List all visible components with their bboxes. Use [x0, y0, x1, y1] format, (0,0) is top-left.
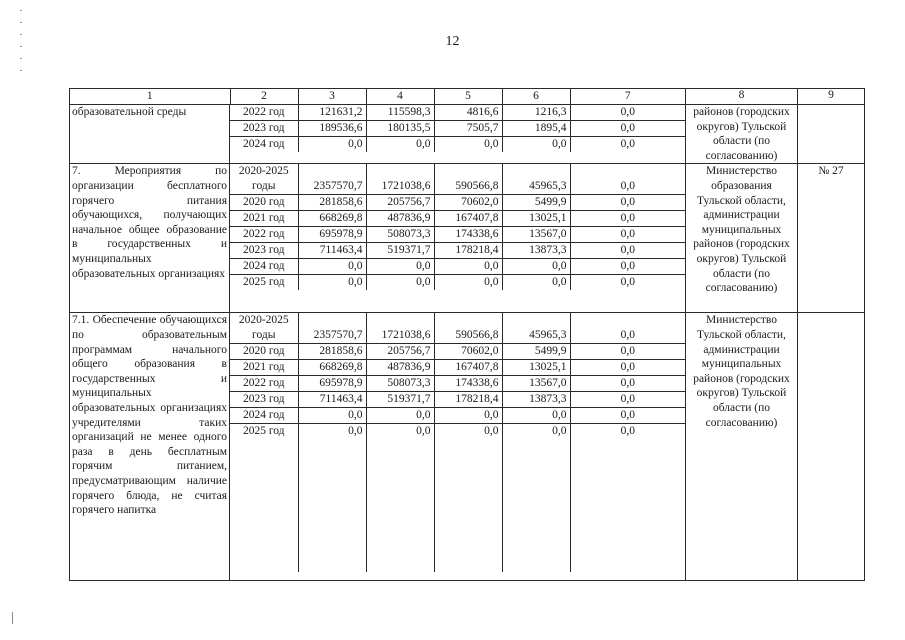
value-total: 668269,8 — [298, 360, 366, 376]
header-cell: 3 — [298, 89, 366, 104]
year-label: 2024 год — [230, 259, 298, 275]
value-regional: 7505,7 — [434, 121, 502, 137]
year-label: 2021 год — [230, 360, 298, 376]
value-other: 0,0 — [570, 105, 685, 121]
year-row — [230, 227, 685, 243]
year-row — [230, 105, 685, 121]
value-local: 0,0 — [502, 137, 570, 153]
year-label: 2023 год — [230, 392, 298, 408]
value-federal: 487836,9 — [366, 360, 434, 376]
value-other: 0,0 — [570, 227, 685, 243]
year-row — [230, 137, 685, 153]
value-other: 0,0 — [570, 344, 685, 360]
header-cell: 1 — [146, 90, 153, 102]
value-federal: 180135,5 — [366, 121, 434, 137]
page-number: 12 — [445, 34, 460, 49]
value-local: 1216,3 — [502, 105, 570, 121]
value-regional: 174338,6 — [434, 376, 502, 392]
value-total: 189536,6 — [298, 121, 366, 137]
value-total: 2357570,7 — [298, 313, 366, 344]
value-total: 711463,4 — [298, 392, 366, 408]
executor-cell: Министерство Тульской области, администрации муниципальных районов (городских округов) Тульской области (по согласованию) — [686, 313, 798, 581]
year-row — [230, 275, 685, 291]
value-total: 281858,6 — [298, 195, 366, 211]
indicator-cell — [798, 105, 865, 164]
year-row — [230, 313, 685, 344]
year-row — [230, 376, 685, 392]
value-local: 13025,1 — [502, 360, 570, 376]
value-regional: 4816,6 — [434, 105, 502, 121]
table-row — [70, 313, 865, 581]
value-other: 0,0 — [570, 408, 685, 424]
value-other: 0,0 — [570, 275, 685, 291]
value-total: 695978,9 — [298, 227, 366, 243]
value-federal: 0,0 — [366, 137, 434, 153]
value-local: 5499,9 — [502, 344, 570, 360]
year-row — [230, 121, 685, 137]
value-total: 668269,8 — [298, 211, 366, 227]
value-federal: 487836,9 — [366, 211, 434, 227]
year-row — [230, 424, 685, 572]
year-label: 2022 год — [242, 106, 285, 118]
value-total: 0,0 — [298, 275, 366, 291]
measure-description: образовательной среды — [70, 105, 230, 164]
value-federal: 0,0 — [366, 408, 434, 424]
value-other: 0,0 — [570, 211, 685, 227]
value-local: 13567,0 — [502, 376, 570, 392]
measure-description: 7. Мероприятия по организации бесплатного горячего питания обучающихся, получающих начальное общее образование в государственных и муниципальных образовательных организациях — [70, 164, 230, 313]
header-cell: 5 — [434, 89, 502, 104]
year-row — [230, 211, 685, 227]
value-other: 0,0 — [570, 313, 685, 344]
year-label: 2024 год — [230, 137, 298, 153]
header-cell: 6 — [502, 89, 570, 104]
budget-table — [69, 88, 865, 581]
executor-cell: районов (городских округов) Тульской области (по согласованию) — [686, 105, 798, 164]
value-local: 0,0 — [502, 408, 570, 424]
value-regional: 70602,0 — [434, 195, 502, 211]
value-other: 0,0 — [570, 392, 685, 408]
value-other: 0,0 — [570, 376, 685, 392]
value-total: 2357570,7 — [298, 164, 366, 195]
measure-description: 7.1. Обеспечение обучающихся по образовательным программам начального общего образования в государственных и муниципальных образовательных организациях учредителями таких организаций не менее одного раза в день бесплатным горячим питанием, предусматривающим наличие горячего блюда, не считая горячего напитка — [70, 313, 230, 581]
value-federal: 115598,3 — [366, 105, 434, 121]
value-other: 0,0 — [570, 259, 685, 275]
year-values — [230, 105, 686, 164]
header-cell: 7 — [570, 89, 685, 104]
header-row — [70, 89, 865, 105]
value-total: 0,0 — [298, 408, 366, 424]
value-regional: 167407,8 — [434, 360, 502, 376]
value-federal: 519371,7 — [366, 243, 434, 259]
value-total: 281858,6 — [298, 344, 366, 360]
scan-margin-tick — [12, 612, 13, 624]
value-local: 13873,3 — [502, 243, 570, 259]
value-total: 121631,2 — [298, 105, 366, 121]
value-total: 0,0 — [298, 259, 366, 275]
value-federal: 0,0 — [366, 259, 434, 275]
header-cell: 4 — [366, 89, 434, 104]
indicator-cell — [798, 313, 865, 581]
value-other: 0,0 — [570, 360, 685, 376]
year-label: 2020 год — [230, 344, 298, 360]
value-local: 0,0 — [502, 275, 570, 291]
value-other: 0,0 — [570, 243, 685, 259]
year-row — [230, 164, 685, 195]
executor-cell: Министерство образования Тульской области, администрации муниципальных районов (городских округов) Тульской области (по согласованию) — [686, 164, 798, 313]
value-local: 45965,3 — [502, 164, 570, 195]
value-regional: 0,0 — [434, 137, 502, 153]
value-other: 0,0 — [570, 424, 685, 572]
year-label: 2025 год — [230, 275, 298, 291]
indicator-cell: № 27 — [798, 164, 865, 313]
value-federal: 0,0 — [366, 275, 434, 291]
table-row — [70, 164, 865, 313]
value-federal: 205756,7 — [366, 344, 434, 360]
value-regional: 0,0 — [434, 408, 502, 424]
year-values — [230, 164, 686, 313]
value-other: 0,0 — [570, 121, 685, 137]
year-label: 2022 год — [230, 376, 298, 392]
year-label: 2022 год — [230, 227, 298, 243]
year-row — [230, 408, 685, 424]
value-federal: 205756,7 — [366, 195, 434, 211]
value-other: 0,0 — [570, 137, 685, 153]
value-total: 695978,9 — [298, 376, 366, 392]
year-row — [230, 195, 685, 211]
value-regional: 590566,8 — [434, 164, 502, 195]
value-regional: 178218,4 — [434, 392, 502, 408]
header-left — [70, 89, 686, 105]
value-regional: 0,0 — [434, 259, 502, 275]
value-local: 0,0 — [502, 259, 570, 275]
year-row — [230, 360, 685, 376]
table-row — [70, 105, 865, 164]
year-label: 2020 год — [230, 195, 298, 211]
year-label: 2020-2025 годы — [238, 314, 289, 342]
value-regional: 174338,6 — [434, 227, 502, 243]
value-regional: 0,0 — [434, 424, 502, 572]
year-label: 2020-2025 годы — [238, 165, 289, 193]
value-federal: 519371,7 — [366, 392, 434, 408]
value-regional: 167407,8 — [434, 211, 502, 227]
value-local: 0,0 — [502, 424, 570, 572]
value-regional: 0,0 — [434, 275, 502, 291]
value-federal: 508073,3 — [366, 376, 434, 392]
value-local: 45965,3 — [502, 313, 570, 344]
header-cell: 8 — [686, 89, 798, 105]
value-total: 0,0 — [298, 137, 366, 153]
value-total: 0,0 — [298, 424, 366, 572]
year-label: 2024 год — [230, 408, 298, 424]
value-total: 711463,4 — [298, 243, 366, 259]
value-federal: 1721038,6 — [366, 164, 434, 195]
year-label: 2023 год — [230, 121, 298, 137]
year-values — [230, 313, 686, 581]
year-row — [230, 392, 685, 408]
value-local: 13567,0 — [502, 227, 570, 243]
year-row — [230, 259, 685, 275]
value-other: 0,0 — [570, 164, 685, 195]
value-other: 0,0 — [570, 195, 685, 211]
value-federal: 1721038,6 — [366, 313, 434, 344]
value-regional: 590566,8 — [434, 313, 502, 344]
year-label: 2025 год — [230, 424, 298, 572]
value-local: 1895,4 — [502, 121, 570, 137]
value-local: 13873,3 — [502, 392, 570, 408]
value-federal: 0,0 — [366, 424, 434, 572]
value-local: 13025,1 — [502, 211, 570, 227]
year-label: 2021 год — [230, 211, 298, 227]
year-row — [230, 344, 685, 360]
header-cell: 9 — [798, 89, 865, 105]
value-regional: 178218,4 — [434, 243, 502, 259]
value-local: 5499,9 — [502, 195, 570, 211]
value-federal: 508073,3 — [366, 227, 434, 243]
header-cell: 2 — [230, 89, 298, 104]
year-row — [230, 243, 685, 259]
value-regional: 70602,0 — [434, 344, 502, 360]
year-label: 2023 год — [230, 243, 298, 259]
